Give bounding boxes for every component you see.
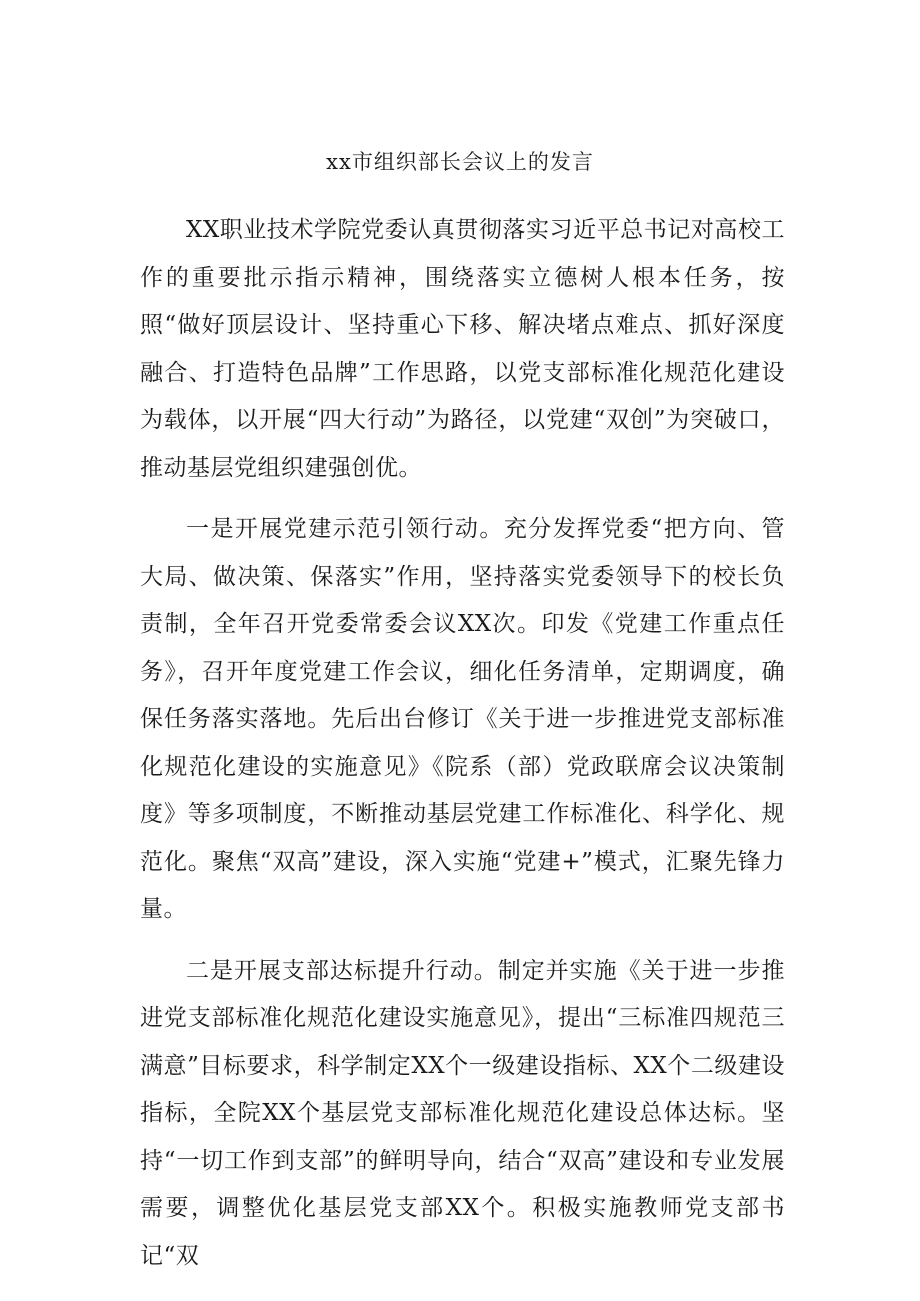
paragraph-action-one: 一是开展党建示范引领行动。充分发挥党委“把方向、管大局、做决策、保落实”作用，坚持落实党委领导下的校长负责制，全年召开党委常委会议XX次。印发《党建工作重点任务》，召开年度党建工作会议，细化任务清单，定期调度，确保任务落实落地。先后出台修订《关于进一步推进党支部标准化规范化建设的实施意见》《院系（部）党政联席会议决策制度》等多项制度，不断推动基层党建工作标准化、科学化、规范化。聚焦“双高”建设，深入实施“党建+”模式，汇聚先锋力量。	[140, 516, 785, 922]
document-body	[140, 207, 785, 1294]
paragraph-intro: XX职业技术学院党委认真贯彻落实习近平总书记对高校工作的重要批示指示精神，围绕落实立德树人根本任务，按照“做好顶层设计、坚持重心下移、解决堵点难点、抓好深度融合、打造特色品牌”工作思路，以党支部标准化规范化建设为载体，以开展“四大行动”为路径，以党建“双创”为突破口，推动基层党组织建强创优。	[140, 217, 785, 481]
document-title: xx市组织部长会议上的发言	[326, 150, 594, 174]
paragraph-action-two: 二是开展支部达标提升行动。制定并实施《关于进一步推进党支部标准化规范化建设实施意见》，提出“三标准四规范三满意”目标要求，科学制定XX个一级建设指标、XX个二级建设指标，全院XX个基层党支部标准化规范化建设总体达标。坚持“一切工作到支部”的鲜明导向，结合“双高”建设和专业发展需要，调整优化基层党支部XX个。积极实施教师党支部书记“双	[140, 957, 785, 1269]
